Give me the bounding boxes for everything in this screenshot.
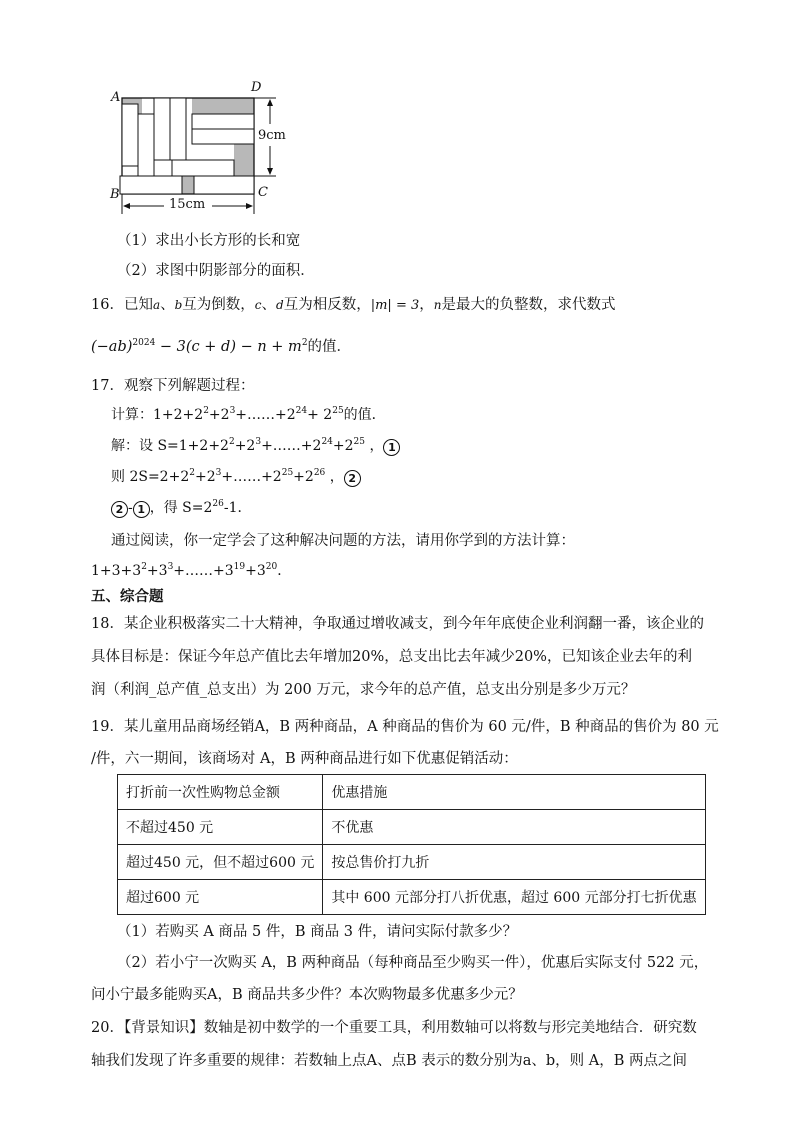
q19-part2-line2: 问小宁最多能购买A，B 商品共多少件？本次购物最多优惠多少元？: [91, 987, 523, 1003]
q16-line1: 16．已知a、b互为倒数，c、d互为相反数，|m| = 3，n是最大的负整数，求代数式: [91, 297, 616, 313]
q15-part2: （2）求图中阴影部分的面积．: [117, 263, 315, 279]
section-heading: 五、综合题: [91, 589, 164, 605]
circled-number-1: 1: [133, 501, 150, 518]
q20-line1: 20．【背景知识】数轴是初中数学的一个重要工具，利用数轴可以将数与形完美地结合．研究数: [91, 1020, 697, 1036]
figure-width-label: 15cm: [169, 197, 206, 212]
q17-reading-line: 通过阅读，你一定学会了这种解决问题的方法，请用你学到的方法计算：: [111, 533, 575, 549]
q17-solution-line: 解：设 $S=1+2+2^2+2^3+\dots\dots+2^{24}+2^{25}$ ， 1: [111, 435, 400, 456]
q19-line2: /件，六一期间，该商场对 A，B 两种商品进行如下优惠促销活动：: [91, 751, 518, 767]
q18-line3: 润（利润_总产值_总支出）为 200 万元，求今年的总产值，总支出分别是多少万元？: [91, 682, 636, 698]
table-cell: 不超过450 元: [118, 810, 323, 845]
promotion-table: [117, 774, 706, 915]
q19-part2-line1: （2）若小宁一次购买 A，B 两种商品（每种商品至少购买一件），优惠后实际支付 522 元，: [117, 955, 709, 971]
q17-double-line: 则 $2S=2+2^2+2^3+\dots\dots+2^{25}+2^{26}$ ， 2: [111, 466, 361, 487]
figure-height-label: 9cm: [258, 128, 286, 143]
q19-line1: 19．某儿童用品商场经销A，B 两种商品，A 种商品的售价为 60 元/件，B 种商品的售价为 80 元: [91, 719, 719, 735]
table-row: [118, 880, 706, 915]
q18-line1: 18．某企业积极落实二十大精神，争取通过增收减支，到今年年底使企业利润翻一番，该企业的: [91, 616, 704, 632]
circled-number-2: 2: [344, 470, 361, 487]
shaded-region-right: [234, 144, 254, 176]
table-cell: 其中 600 元部分打八折优惠，超过 600 元部分打七折优惠: [323, 880, 705, 915]
circled-number-2: 2: [111, 501, 128, 518]
circled-number-1: 1: [383, 439, 400, 456]
shaded-region-top-right: [192, 98, 254, 114]
table-row: [118, 845, 706, 880]
q17-difference-line: 2 - 1 ，得 $S=2^{26}-1$．: [111, 497, 252, 518]
q17-calc2-line: $1+3+3^2+3^3+\dots\dots+3^{19}+3^{20}$．: [91, 562, 292, 579]
table-cell: 按总售价打九折: [323, 845, 705, 880]
figure-label-a: A: [111, 90, 121, 105]
q18-line2: 具体目标是：保证今年总产值比去年增加20%，总支出比去年减少20%，已知该企业去年的利: [91, 649, 692, 665]
table-cell: 超过450 元，但不超过600 元: [118, 845, 323, 880]
shaded-region-bottom: [182, 176, 194, 194]
figure-label-c: C: [258, 185, 268, 200]
table-row: [118, 810, 706, 845]
table-row: [118, 775, 706, 810]
q17-calc-line: 计算：$1+2+2^2+2^3+\dots\dots+2^{24}+ 2^{25}$的值．: [111, 406, 386, 423]
q20-line2: 轴我们发现了许多重要的规律：若数轴上点A、点B 表示的数分别为a、b，则 A，B 两点之间: [91, 1053, 688, 1069]
q17-intro: 17．观察下列解题过程：: [91, 378, 255, 394]
q16-expression: $(-ab)^{2024} - 3(c + d) - n + m^2$的值．: [91, 338, 352, 355]
table-cell: 优惠措施: [323, 775, 705, 810]
q19-part1: （1）若购买 A 商品 5 件，B 商品 3 件，请问实际付款多少？: [117, 924, 518, 940]
table-cell: 不优惠: [323, 810, 705, 845]
table-cell: 超过600 元: [118, 880, 323, 915]
figure-label-d: D: [251, 80, 262, 95]
q15-part1: （1）求出小长方形的长和宽: [117, 233, 301, 249]
table-cell: 打折前一次性购物总金额: [118, 775, 323, 810]
figure-label-b: B: [110, 187, 120, 202]
